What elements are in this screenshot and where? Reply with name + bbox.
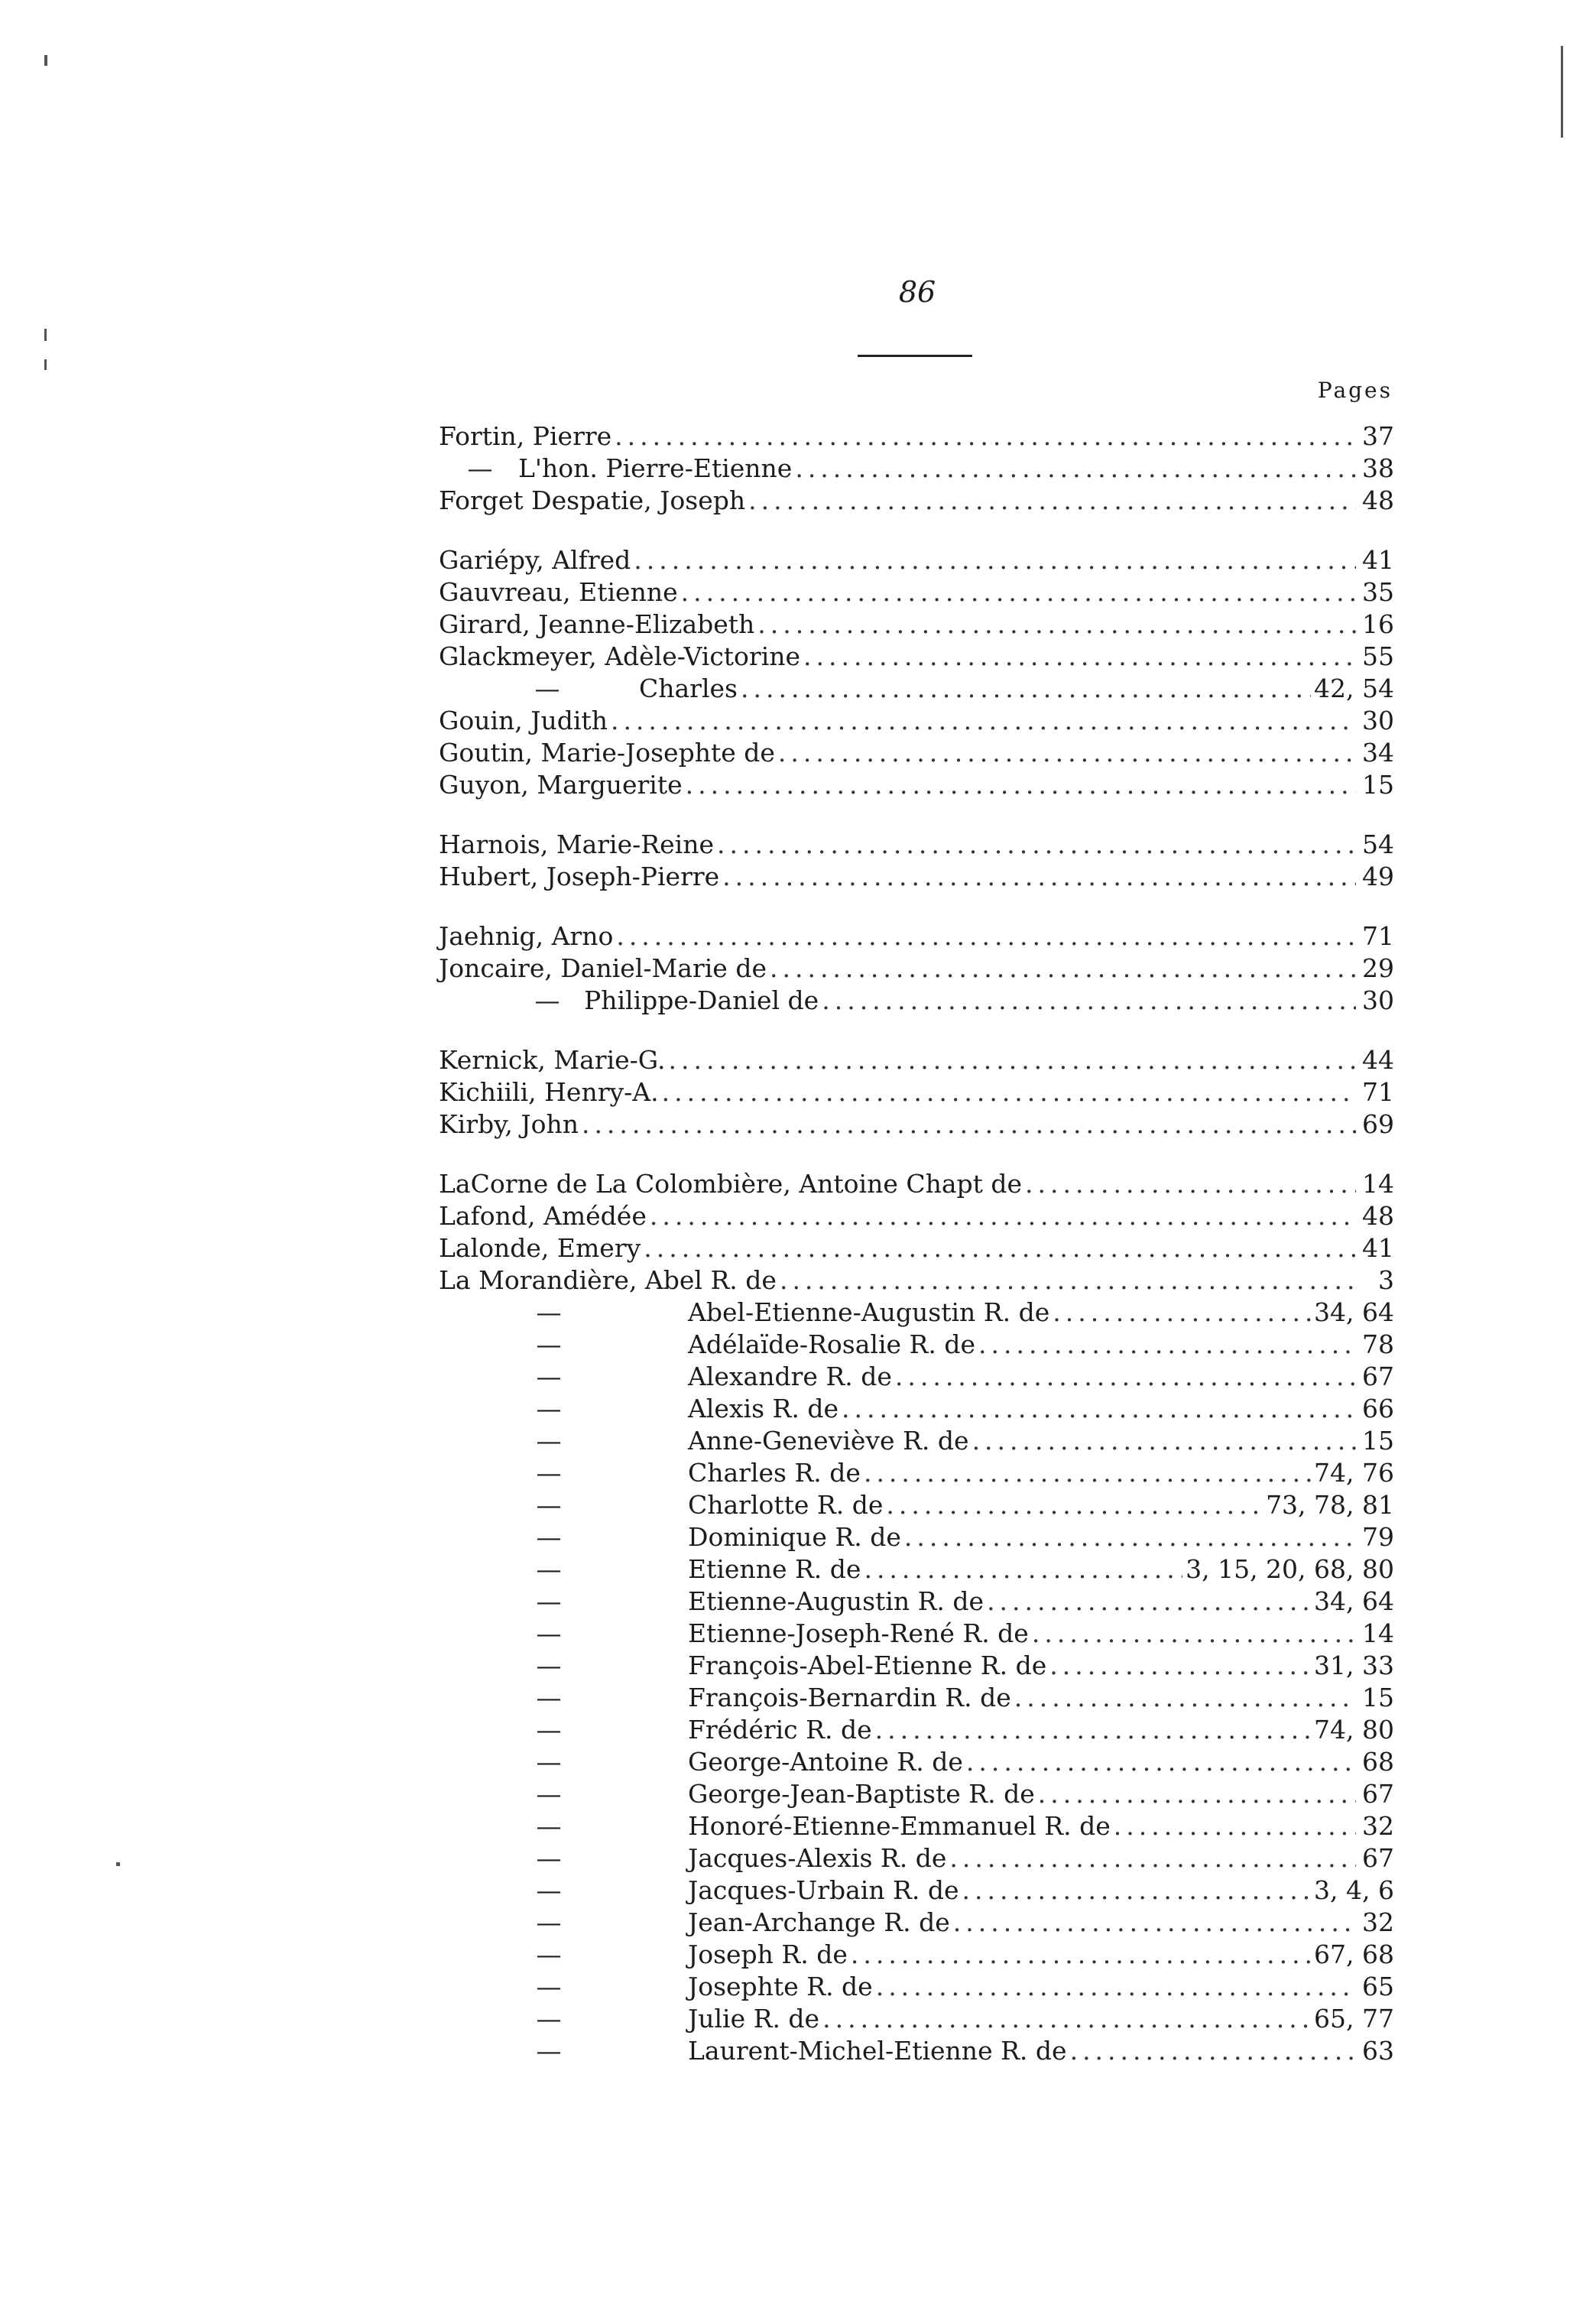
dot-leader — [803, 641, 1356, 673]
index-entry — [439, 1393, 1394, 1425]
dot-leader — [953, 1907, 1356, 1939]
entry-name: Kichiili, Henry-A. — [439, 1077, 659, 1107]
dot-leader — [864, 1457, 1311, 1489]
ditto-dash: — — [536, 1747, 562, 1777]
entry-page-refs: 35 — [1362, 577, 1394, 607]
dot-leader — [741, 673, 1311, 705]
index-entry — [439, 1650, 1394, 1682]
entry-name: Gauvreau, Etienne — [439, 577, 678, 607]
dot-leader — [1053, 1297, 1311, 1329]
entry-page-refs: 48 — [1362, 485, 1394, 515]
entry-page-refs: 32 — [1362, 1907, 1394, 1937]
ditto-dash: — — [536, 1329, 562, 1359]
dot-leader — [778, 737, 1356, 769]
ditto-dash: — — [536, 2004, 562, 2034]
entry-page-refs: 14 — [1362, 1618, 1394, 1648]
dot-leader — [1114, 1810, 1356, 1842]
entry-page-refs: 30 — [1362, 985, 1394, 1015]
index-entry — [439, 1297, 1394, 1329]
dot-leader — [634, 544, 1356, 576]
entry-page-refs: 31, 33 — [1314, 1650, 1394, 1680]
entry-name: Joncaire, Daniel-Marie de — [439, 953, 767, 983]
dot-leader — [615, 420, 1356, 453]
index-entry — [439, 641, 1394, 673]
entry-page-refs: 14 — [1362, 1169, 1394, 1199]
entry-page-refs: 69 — [1362, 1109, 1394, 1139]
index-entry — [439, 1553, 1394, 1586]
entry-name: Charles — [639, 674, 738, 703]
dot-leader — [1070, 2035, 1356, 2067]
dot-leader — [582, 1108, 1356, 1141]
ditto-dash: — — [536, 1650, 562, 1680]
dot-leader — [1032, 1618, 1356, 1650]
dot-leader — [616, 920, 1356, 953]
entry-name: Etienne-Joseph-René R. de — [688, 1618, 1029, 1648]
dot-leader — [644, 1232, 1356, 1264]
entry-name: Harnois, Marie-Reine — [439, 829, 715, 859]
index-entry — [439, 1232, 1394, 1264]
dot-leader — [822, 985, 1356, 1017]
dot-leader — [1014, 1682, 1356, 1714]
dot-leader — [1038, 1778, 1356, 1810]
entry-name: Guyon, Marguerite — [439, 770, 683, 800]
entry-page-refs: 55 — [1362, 641, 1394, 671]
index-entry — [439, 1682, 1394, 1714]
entry-page-refs: 65, 77 — [1314, 2004, 1394, 2034]
dot-leader — [962, 1874, 1312, 1907]
ditto-dash: — — [536, 1779, 562, 1809]
index-entry — [439, 673, 1394, 705]
entry-name: Joseph R. de — [688, 1939, 848, 1969]
entry-name: Charles R. de — [688, 1458, 861, 1488]
ditto-dash: — — [536, 1972, 562, 2001]
entry-name: Gariépy, Alfred — [439, 545, 631, 575]
entry-name: Josephte R. de — [688, 1972, 873, 2001]
index-entry — [439, 1586, 1394, 1618]
dot-leader — [876, 1971, 1356, 2003]
index-entry — [439, 1457, 1394, 1489]
header-rule — [858, 355, 972, 357]
ditto-dash: — — [536, 1490, 562, 1520]
index-entry — [439, 485, 1394, 517]
entry-name: Anne-Geneviève R. de — [688, 1426, 969, 1456]
dot-leader — [717, 829, 1356, 861]
ditto-dash: — — [536, 1907, 562, 1937]
ditto-dash: — — [536, 1458, 562, 1488]
index-entry — [439, 1489, 1394, 1521]
entry-name: Hubert, Joseph-Pierre — [439, 862, 720, 891]
entry-name: Jacques-Urbain R. de — [688, 1875, 959, 1905]
ditto-dash: — — [536, 1586, 562, 1616]
entry-page-refs: 68 — [1362, 1747, 1394, 1777]
entry-page-refs: 34, 64 — [1314, 1586, 1394, 1616]
index-entry — [439, 861, 1394, 893]
entry-page-refs: 41 — [1362, 545, 1394, 575]
dot-leader — [842, 1393, 1356, 1425]
entry-page-refs: 38 — [1362, 453, 1394, 483]
index-entry — [439, 1778, 1394, 1810]
index-entry — [439, 2003, 1394, 2035]
entry-page-refs: 3, 4, 6 — [1314, 1875, 1394, 1905]
name-index-list — [439, 420, 1394, 2067]
index-entry — [439, 920, 1394, 953]
entry-page-refs: 30 — [1362, 706, 1394, 735]
index-entry — [439, 1874, 1394, 1907]
entry-page-refs: 71 — [1362, 1077, 1394, 1107]
dot-leader — [895, 1361, 1356, 1393]
dot-leader — [662, 1076, 1356, 1108]
entry-name: Philippe-Daniel de — [584, 985, 819, 1015]
ditto-dash: — — [536, 1618, 562, 1648]
entry-name: George-Jean-Baptiste R. de — [688, 1779, 1035, 1809]
entry-page-refs: 15 — [1362, 770, 1394, 800]
entry-name: Forget Despatie, Joseph — [439, 485, 746, 515]
dot-leader — [904, 1521, 1356, 1553]
index-entry — [439, 609, 1394, 641]
entry-name: Charlotte R. de — [688, 1490, 884, 1520]
index-entry — [439, 1810, 1394, 1842]
entry-page-refs: 79 — [1362, 1522, 1394, 1552]
entry-page-refs: 15 — [1362, 1683, 1394, 1712]
dot-leader — [1049, 1650, 1311, 1682]
index-entry — [439, 1329, 1394, 1361]
ditto-dash: — — [536, 1715, 562, 1745]
entry-page-refs: 48 — [1362, 1201, 1394, 1231]
entry-page-refs: 54 — [1362, 829, 1394, 859]
ditto-dash: — — [536, 1426, 562, 1456]
dot-leader — [949, 1842, 1356, 1874]
entry-page-refs: 67 — [1362, 1362, 1394, 1391]
index-entry — [439, 953, 1394, 985]
entry-name: Alexis R. de — [688, 1394, 839, 1423]
index-entry — [439, 1714, 1394, 1746]
dot-leader — [748, 485, 1356, 517]
entry-page-refs: 63 — [1362, 2036, 1394, 2066]
dot-leader — [875, 1714, 1311, 1746]
entry-page-refs: 3, 15, 20, 68, 80 — [1186, 1554, 1394, 1584]
entry-name: Glackmeyer, Adèle-Victorine — [439, 641, 801, 671]
entry-name: Kernick, Marie-G. — [439, 1045, 666, 1075]
dot-leader — [722, 861, 1356, 893]
dot-leader — [668, 1044, 1356, 1076]
entry-page-refs: 67 — [1362, 1843, 1394, 1873]
entry-name: Etienne-Augustin R. de — [688, 1586, 984, 1616]
entry-page-refs: 65 — [1362, 1972, 1394, 2001]
entry-page-refs: 74, 76 — [1314, 1458, 1394, 1488]
scan-speck — [44, 359, 47, 370]
entry-name: Alexandre R. de — [688, 1362, 892, 1391]
entry-page-refs: 78 — [1362, 1329, 1394, 1359]
scan-speck — [116, 1862, 120, 1866]
index-entry — [439, 1200, 1394, 1232]
entry-name: Abel-Etienne-Augustin R. de — [688, 1297, 1050, 1327]
entry-name: Jean-Archange R. de — [688, 1907, 950, 1937]
entry-name: Jacques-Alexis R. de — [688, 1843, 947, 1873]
entry-name: Lalonde, Emery — [439, 1233, 641, 1263]
index-entry — [439, 1521, 1394, 1553]
entry-name: La Morandière, Abel R. de — [439, 1265, 777, 1295]
ditto-dash: — — [534, 985, 560, 1015]
entry-page-refs: 73, 78, 81 — [1266, 1490, 1394, 1520]
dot-leader — [978, 1329, 1356, 1361]
entry-page-refs: 34 — [1362, 738, 1394, 768]
entry-name: George-Antoine R. de — [688, 1747, 963, 1777]
pages-column-heading: Pages — [1317, 378, 1393, 403]
dot-leader — [780, 1264, 1356, 1297]
entry-page-refs: 34, 64 — [1314, 1297, 1394, 1327]
dot-leader — [851, 1939, 1311, 1971]
dot-leader — [886, 1489, 1263, 1521]
entry-name: François-Abel-Etienne R. de — [688, 1650, 1047, 1680]
entry-name: Frédéric R. de — [688, 1715, 872, 1745]
index-entry — [439, 2035, 1394, 2067]
entry-name: Laurent-Michel-Etienne R. de — [688, 2036, 1067, 2066]
page-number: 86 — [898, 275, 936, 309]
dot-leader — [1025, 1168, 1356, 1200]
ditto-dash: — — [536, 1843, 562, 1873]
dot-leader — [686, 769, 1356, 801]
dot-leader — [770, 953, 1356, 985]
index-entry — [439, 737, 1394, 769]
ditto-dash: — — [467, 453, 493, 483]
entry-page-refs: 29 — [1362, 953, 1394, 983]
entry-name: Etienne R. de — [688, 1554, 861, 1584]
entry-page-refs: 74, 80 — [1314, 1715, 1394, 1745]
entry-page-refs: 32 — [1362, 1811, 1394, 1841]
scan-speck — [44, 329, 47, 341]
entry-name: Girard, Jeanne-Elizabeth — [439, 609, 755, 639]
entry-name: Kirby, John — [439, 1109, 579, 1139]
entry-name: Gouin, Judith — [439, 706, 608, 735]
dot-leader — [822, 2003, 1311, 2035]
entry-name: Adélaïde-Rosalie R. de — [688, 1329, 976, 1359]
entry-page-refs: 67, 68 — [1314, 1939, 1394, 1969]
index-entry — [439, 1361, 1394, 1393]
index-entry — [439, 1939, 1394, 1971]
dot-leader — [681, 576, 1356, 609]
entry-name: Lafond, Amédée — [439, 1201, 647, 1231]
index-entry — [439, 1425, 1394, 1457]
entry-page-refs: 44 — [1362, 1045, 1394, 1075]
entry-page-refs: 37 — [1362, 421, 1394, 451]
index-entry — [439, 1108, 1394, 1141]
ditto-dash: — — [536, 1683, 562, 1712]
index-entry — [439, 1746, 1394, 1778]
entry-name: Goutin, Marie-Josephte de — [439, 738, 775, 768]
entry-page-refs: 15 — [1362, 1426, 1394, 1456]
entry-name: LaCorne de La Colombière, Antoine Chapt de — [439, 1169, 1023, 1199]
index-entry — [439, 1971, 1394, 2003]
index-entry — [439, 705, 1394, 737]
entry-name: Julie R. de — [688, 2004, 820, 2034]
scan-speck — [44, 55, 47, 66]
index-entry — [439, 985, 1394, 1017]
dot-leader — [650, 1200, 1356, 1232]
entry-page-refs: 41 — [1362, 1233, 1394, 1263]
dot-leader — [757, 609, 1356, 641]
entry-page-refs: 66 — [1362, 1394, 1394, 1423]
ditto-dash: — — [536, 1939, 562, 1969]
entry-page-refs: 49 — [1362, 862, 1394, 891]
scan-edge-mark — [1561, 46, 1563, 138]
ditto-dash: — — [536, 2036, 562, 2066]
index-entry — [439, 1842, 1394, 1874]
ditto-dash: — — [536, 1297, 562, 1327]
entry-name: Honoré-Etienne-Emmanuel R. de — [688, 1811, 1111, 1841]
ditto-dash: — — [536, 1811, 562, 1841]
entry-page-refs: 42, 54 — [1314, 674, 1394, 703]
index-entry — [439, 1907, 1394, 1939]
ditto-dash: — — [536, 1554, 562, 1584]
index-entry — [439, 1168, 1394, 1200]
entry-name: L'hon. Pierre-Etienne — [518, 453, 793, 483]
dot-leader — [795, 453, 1356, 485]
entry-name: Dominique R. de — [688, 1522, 901, 1552]
entry-page-refs: 16 — [1362, 609, 1394, 639]
index-entry — [439, 1618, 1394, 1650]
index-entry — [439, 453, 1394, 485]
entry-page-refs: 67 — [1362, 1779, 1394, 1809]
index-entry — [439, 769, 1394, 801]
entry-page-refs: 3 — [1378, 1265, 1394, 1295]
index-entry — [439, 829, 1394, 861]
ditto-dash: — — [534, 674, 560, 703]
index-entry — [439, 544, 1394, 576]
ditto-dash: — — [536, 1522, 562, 1552]
index-entry — [439, 420, 1394, 453]
entry-name: François-Bernardin R. de — [688, 1683, 1011, 1712]
entry-page-refs: 71 — [1362, 921, 1394, 951]
dot-leader — [987, 1586, 1311, 1618]
entry-name: Fortin, Pierre — [439, 421, 612, 451]
ditto-dash: — — [536, 1875, 562, 1905]
index-entry — [439, 1076, 1394, 1108]
index-entry — [439, 1044, 1394, 1076]
dot-leader — [972, 1425, 1356, 1457]
ditto-dash: — — [536, 1394, 562, 1423]
dot-leader — [966, 1746, 1356, 1778]
index-entry — [439, 576, 1394, 609]
entry-name: Jaehnig, Arno — [439, 921, 614, 951]
ditto-dash: — — [536, 1362, 562, 1391]
index-entry — [439, 1264, 1394, 1297]
dot-leader — [864, 1553, 1182, 1586]
dot-leader — [611, 705, 1356, 737]
